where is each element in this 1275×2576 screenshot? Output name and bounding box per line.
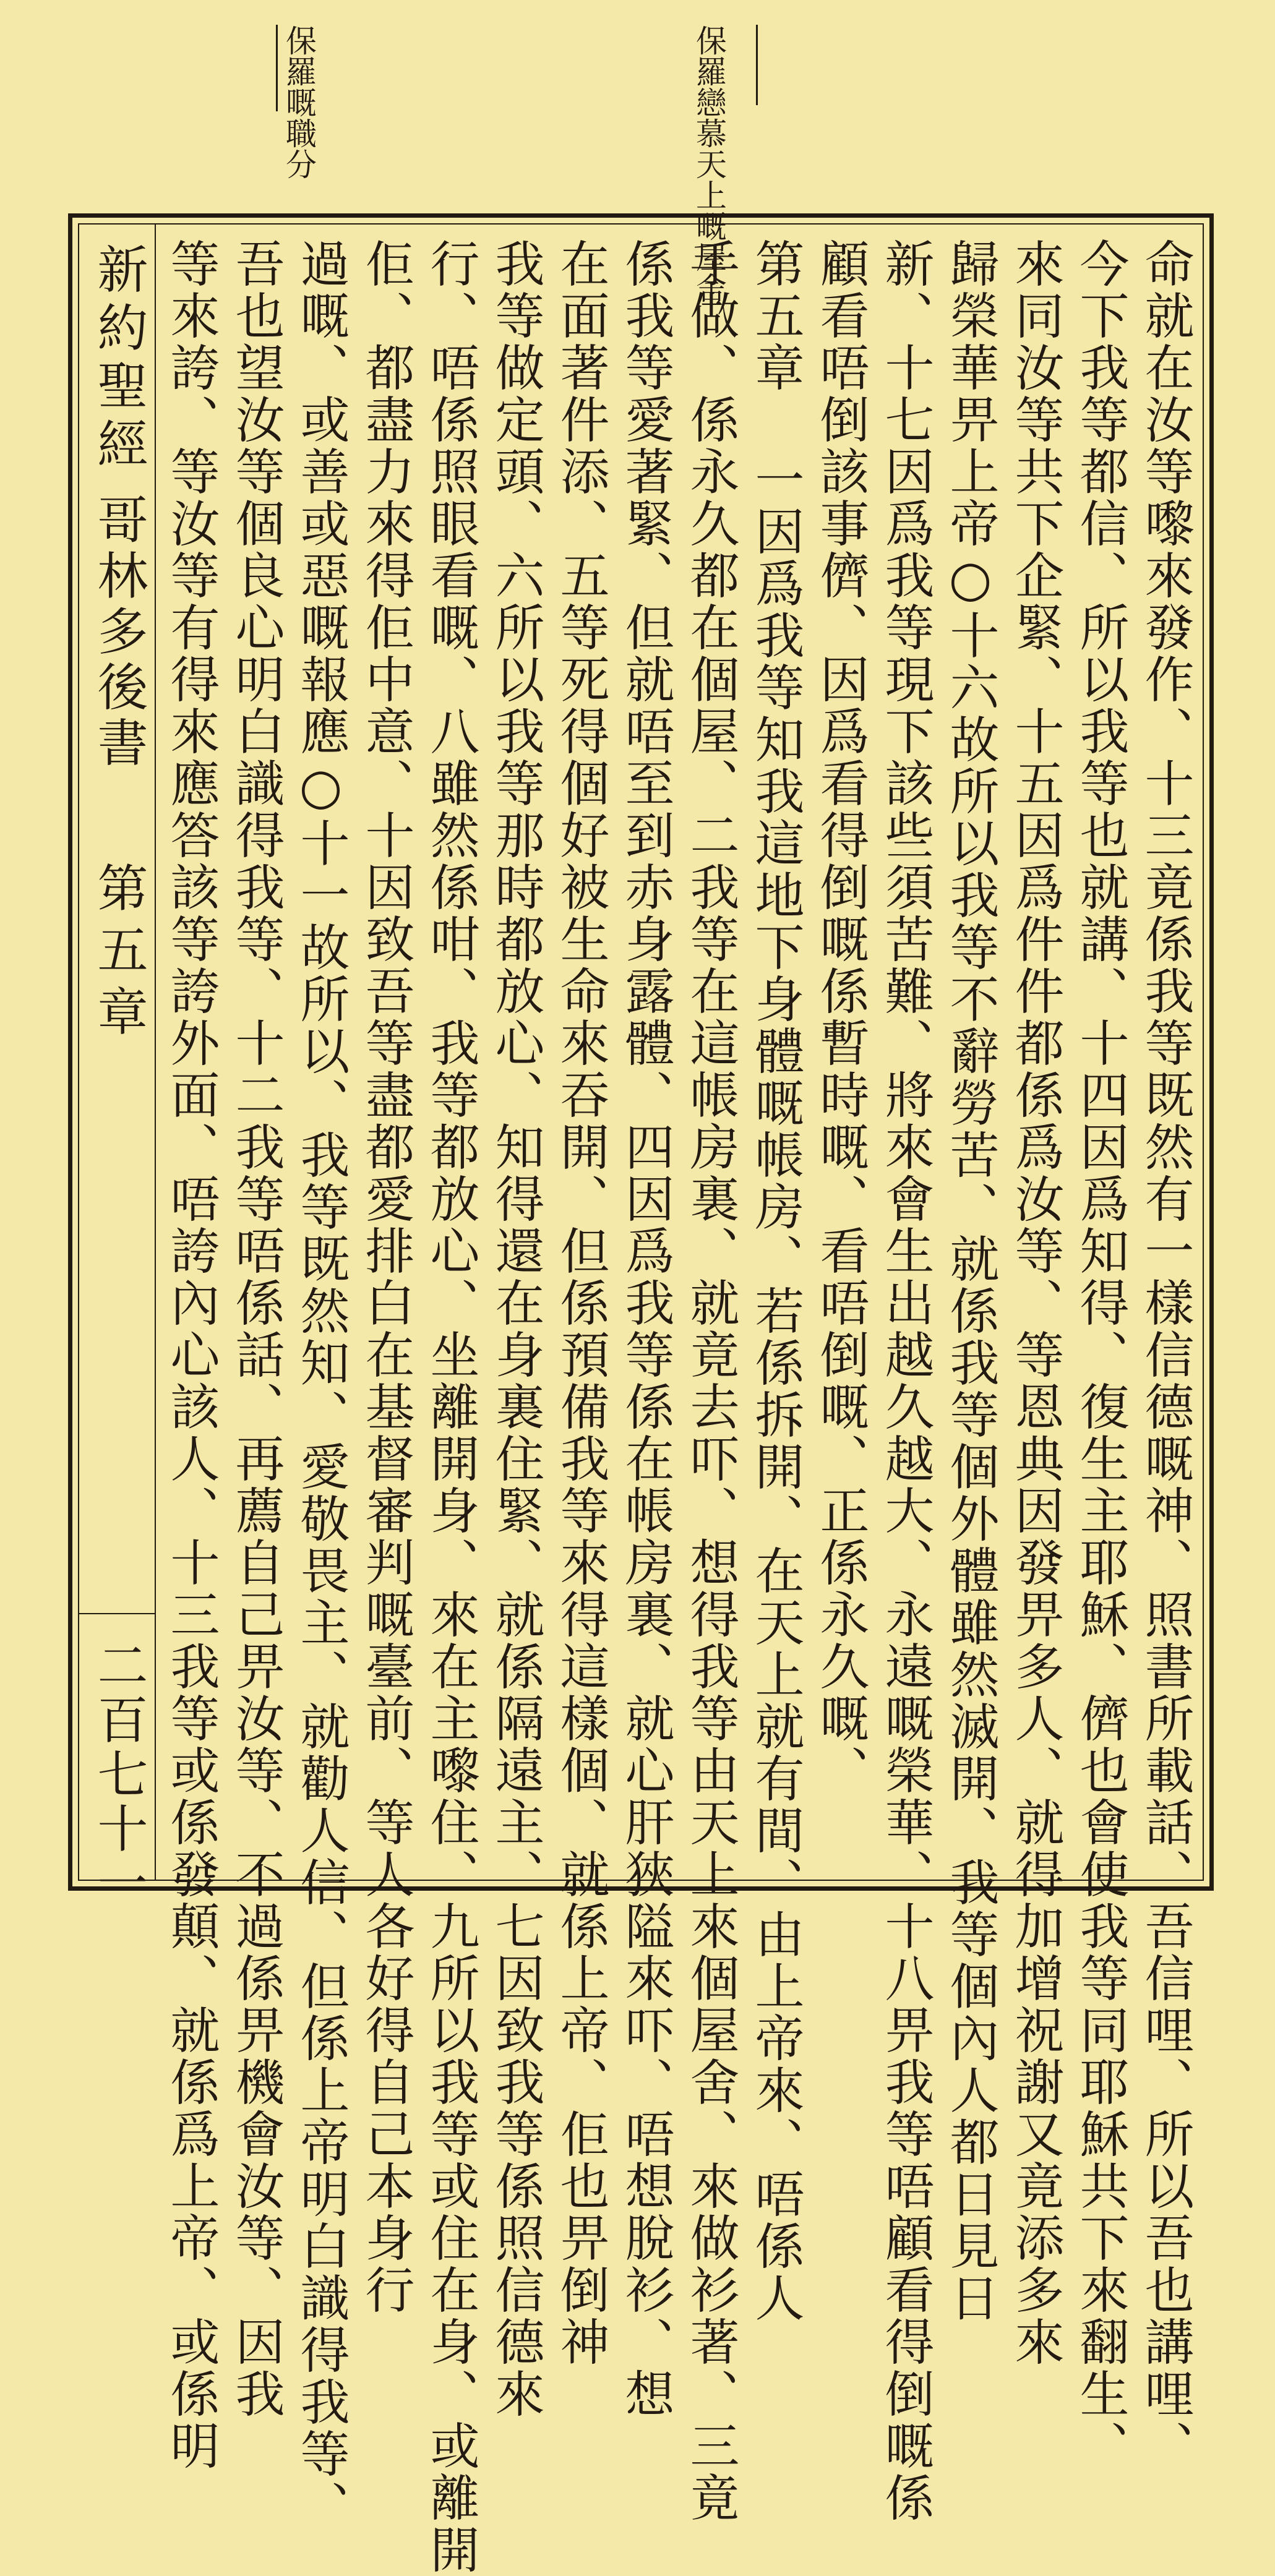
text-column: 歸榮華畀上帝○十六故所以我等不辭勞苦、就係我等個外體雖然滅開、我等個內人都日見日 bbox=[942, 238, 999, 2324]
text-column: 在面著件添、五等死得個好被生命來吞開、但係預備我等來得這樣個、就係上帝、佢也畀倒神 bbox=[552, 238, 609, 2368]
text-column: 手做、係永久都在個屋、二我等在這帳房裏、就竟去吓、想得我等由天上來個屋舍、來做衫著、三竟 bbox=[682, 238, 739, 2524]
margin-note-text: 保羅戀慕天上嘅屋舍 bbox=[691, 25, 727, 303]
text-column: 行、唔係照眼看嘅、八雖然係咁、我等都放心、坐離開身、來在主嚟住、九所以我等或住在身、或離開 bbox=[422, 238, 479, 2576]
margin-note-duty: 保羅嘅職分 bbox=[281, 25, 317, 179]
running-head bbox=[79, 225, 156, 1911]
chapter-five-start-column: 第五章 一因爲我等知我這地下身體嘅帳房、若係拆開、在天上就有間、由上帝來、唔係人 bbox=[747, 238, 804, 2324]
book-name: 哥林多後書 bbox=[89, 494, 148, 772]
page-number: 二百七十一 bbox=[89, 1639, 148, 1911]
margin-note-rule bbox=[276, 25, 278, 111]
chapter-label: 第五章 bbox=[89, 862, 148, 1047]
text-column: 命就在汝等嚟來發作、十三竟係我等既然有一樣信德嘅神、照書所載話、吾信哩、所以吾也講哩、 bbox=[1136, 238, 1194, 2472]
text-column: 吾也望汝等個良心明白識得我等、十二我等唔係話、再薦自己畀汝等、不過係畀機會汝等、因我 bbox=[227, 238, 285, 2420]
margin-note-heavenly-house bbox=[691, 25, 727, 303]
margin-note-rule bbox=[756, 25, 758, 105]
scripture-text bbox=[160, 238, 1199, 2576]
text-column: 新、十七因爲我等現下該些須苦難、將來會生出越久越大、永遠嘅榮華、十八畀我等唔顧看得倒嘅係 bbox=[877, 238, 934, 2524]
text-column: 等來誇、等汝等有得來應答該等誇外面、唔誇內心該人、十三我等或係發顛、就係爲上帝、或係明 bbox=[162, 238, 220, 2472]
text-column: 今下我等都信、所以我等也就講、十四因爲知得、復生主耶穌、儕也會使我等同耶穌共下來翻生、 bbox=[1071, 238, 1129, 2472]
text-column: 我等做定頭、六所以我等那時都放心、知得還在身裏住緊、就係隔遠主、七因致我等係照信德來 bbox=[487, 238, 544, 2420]
page-number-box bbox=[79, 1613, 155, 1911]
text-column: 顧看唔倒該事儕、因爲看得倒嘅係暫時嘅、看唔倒嘅、正係永久嘅、 bbox=[812, 238, 869, 1797]
book-title: 新約聖經 bbox=[89, 243, 148, 476]
text-column: 過嘅、或善或惡嘅報應○十一故所以、我等既然知、愛敬畏主、就勸人信、但係上帝明白識得我等、 bbox=[292, 238, 350, 2532]
text-column: 係我等愛著緊、但就唔至到赤身露體、四因爲我等係在帳房裏、就心肝狹隘來吓、唔想脫衫、想 bbox=[617, 238, 674, 2420]
text-column: 佢、都盡力來得佢中意、十因致吾等盡都愛排白在基督審判嘅臺前、等人各好得自己本身行 bbox=[357, 238, 414, 2316]
text-column: 來同汝等共下企緊、十五因爲件件都係爲汝等、等恩典因發畀多人、就得加增祝謝又竟添多來 bbox=[1007, 238, 1064, 2368]
